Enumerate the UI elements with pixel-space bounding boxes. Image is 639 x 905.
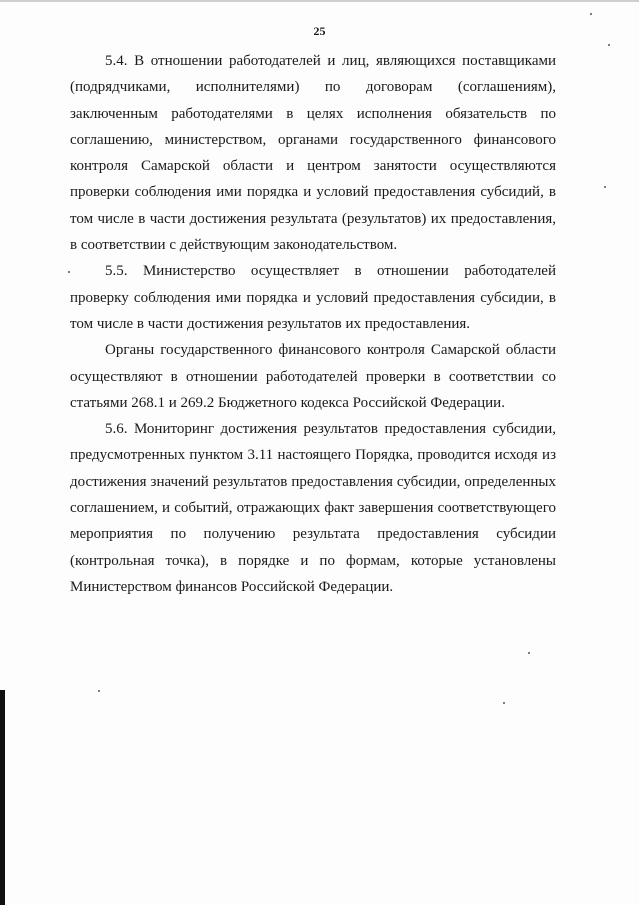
scan-top-edge [0, 0, 639, 2]
scan-speck [98, 690, 100, 692]
scan-left-edge [0, 690, 5, 905]
scan-speck [503, 702, 505, 704]
scan-speck [528, 652, 530, 654]
paragraph-5-6: 5.6. Мониторинг достижения результатов предоставления субсидии, предусмотренных пунктом 3.11 настоящего Порядка, проводится исходя из достижения значений результатов предоставления субсидии, определенных соглашением, и событий, отражающих факт завершения соответствующего мероприятия по получению результата предоставления субсидии (контрольная точка), в порядке и по формам, которые установлены Министерством финансов Российской Федерации. [70, 421, 556, 595]
scan-speck [68, 271, 70, 273]
document-body [70, 48, 556, 600]
page-number: 25 [313, 24, 326, 38]
paragraph-5-4: 5.4. В отношении работодателей и лиц, являющихся поставщиками (подрядчиками, исполнителями) по договорам (соглашениям), заключенным работодателями в целях исполнения обязательств по соглашению, министерством, органами государственного финансового контроля Самарской области и центром занятости осуществляются проверки соблюдения ими порядка и условий предоставления субсидий, в том числе в части достижения результата (результатов) их предоставления, в соответствии с действующим законодательством. [70, 53, 556, 254]
paragraph-5-5: 5.5. Министерство осуществляет в отношении работодателей проверку соблюдения ими порядка и условий предоставления субсидии, в том числе в части достижения результатов их предоставления. [70, 263, 556, 332]
scan-speck [590, 13, 592, 15]
scan-speck [608, 44, 610, 46]
scan-speck [604, 186, 606, 188]
paragraph-control-bodies: Органы государственного финансового контроля Самарской области осуществляют в отношении работодателей проверки в соответствии со статьями 268.1 и 269.2 Бюджетного кодекса Российской Федерации. [70, 342, 556, 411]
